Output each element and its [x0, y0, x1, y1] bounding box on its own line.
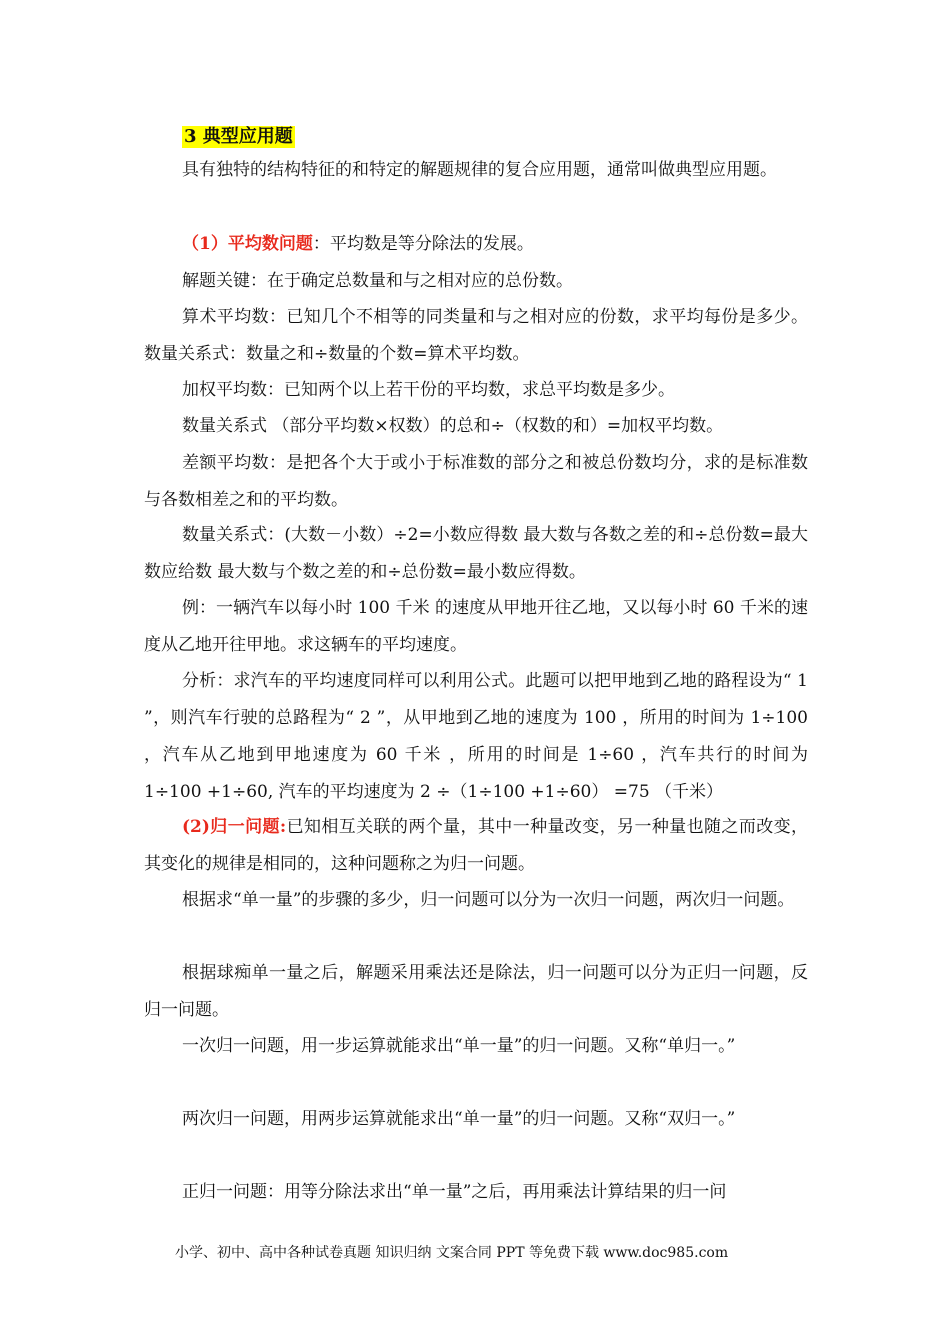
steps-paragraph: 根据求“单一量”的步骤的多少，归一问题可以分为一次归一问题，两次归一问题。 [182, 890, 795, 910]
difference-mean-paragraph: 差额平均数：是把各个大于或小于标准数的部分之和被总份数均分，求的是标准数与各数相差之和的平均数。 [144, 453, 808, 510]
difference-formula-paragraph: 数量关系式：(大数－小数）÷2=小数应得数 最大数与各数之差的和÷总份数=最大数应给数 最大数与个数之差的和÷总份数=最小数应得数。 [144, 525, 808, 582]
analysis-paragraph: 分析：求汽车的平均速度同样可以利用公式。此题可以把甲地到乙地的路程设为“ 1 ”，则汽车行驶的总路程为“ 2 ”，从甲地到乙地的速度为 100 ，所用的时间为 1÷100 ，汽车从乙地到甲地速度为 60 千米 ，所用的时间是 1÷60 ，汽车共行的时间为 1÷100 +1÷60, 汽车的平均速度为 2 ÷（1÷100 +1÷60） =75 （千米） [144, 671, 808, 802]
arithmetic-mean-paragraph: 算术平均数：已知几个不相等的同类量和与之相对应的份数，求平均每份是多少。数量关系式：数量之和÷数量的个数=算术平均数。 [144, 307, 808, 364]
positive-unitary-paragraph: 正归一问题：用等分除法求出“单一量”之后，再用乘法计算结果的归一问 [182, 1182, 727, 1202]
intro-paragraph: 具有独特的结构特征的和特定的解题规律的复合应用题，通常叫做典型应用题。 [182, 160, 777, 180]
part1-text: ：平均数是等分除法的发展。 [312, 234, 534, 254]
page-footer: 小学、初中、高中各种试卷真题 知识归纳 文案合同 PPT 等免费下载 www.doc985.com [175, 1245, 729, 1261]
example-paragraph: 例：一辆汽车以每小时 100 千米 的速度从甲地开往乙地，又以每小时 60 千米的速度从乙地开往甲地。求这辆车的平均速度。 [144, 598, 808, 655]
weighted-formula-paragraph: 数量关系式 （部分平均数×权数）的总和÷（权数的和）=加权平均数。 [182, 416, 724, 436]
weighted-mean-paragraph: 加权平均数：已知两个以上若干份的平均数，求总平均数是多少。 [182, 380, 675, 400]
double-unitary-paragraph: 两次归一问题，用两步运算就能求出“单一量”的归一问题。又称“双归一。” [182, 1109, 736, 1129]
key-paragraph: 解题关键：在于确定总数量和与之相对应的总份数。 [182, 271, 573, 291]
part2-title: (2)归一问题: [182, 817, 287, 837]
method-paragraph: 根据球痴单一量之后，解题采用乘法还是除法，归一问题可以分为正归一问题，反归一问题。 [144, 963, 808, 1020]
part1-title: （1）平均数问题 [182, 234, 313, 254]
section-heading: 3 典型应用题 [184, 126, 293, 147]
part1-paragraph [144, 226, 808, 263]
part2-text: 已知相互关联的两个量，其中一种量改变，另一种量也随之而改变，其变化的规律是相同的，这种问题称之为归一问题。 [144, 817, 808, 874]
part2-paragraph [144, 809, 808, 883]
single-unitary-paragraph: 一次归一问题，用一步运算就能求出“单一量”的归一问题。又称“单归一。” [182, 1036, 736, 1056]
